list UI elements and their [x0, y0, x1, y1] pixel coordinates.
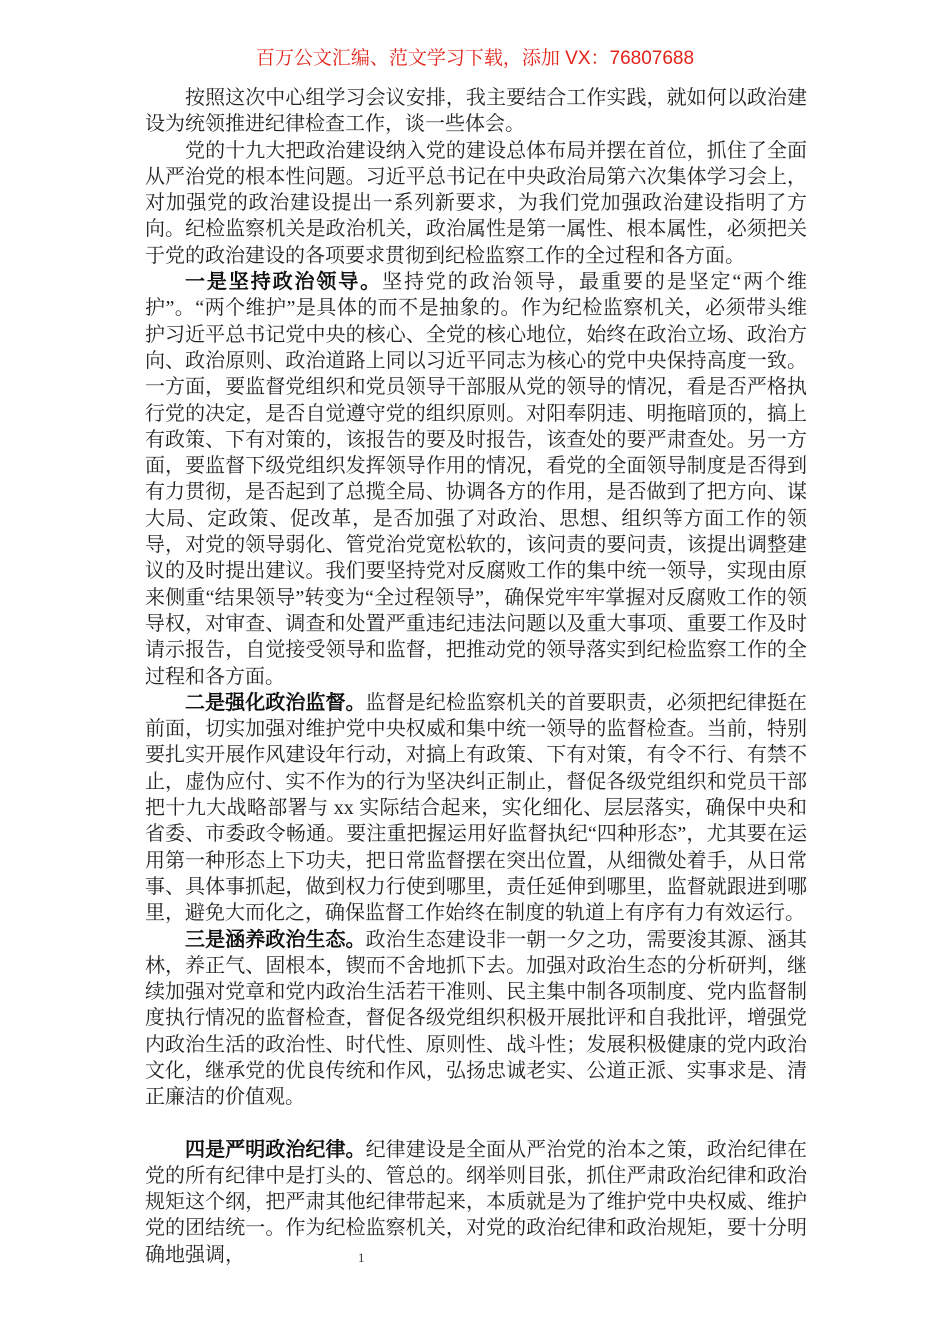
- paragraph-heading: 三是涵养政治生态。: [185, 928, 366, 951]
- paragraph-intro: [145, 85, 807, 138]
- paragraph-text: 党的十九大把政治建设纳入党的建设总体布局并摆在首位，抓住了全面从严治党的根本性问题。习近平总书记在中央政治局第六次集体学习会上，对加强党的政治建设提出一系列新要求，为我们党加强政治建设指明了方向。纪检监察机关是政治机关，政治属性是第一属性、根本属性，必须把关于党的政治建设的各项要求贯彻到纪检监察工作的全过程和各方面。: [145, 139, 807, 267]
- paragraph-point-1: [145, 269, 807, 690]
- page-number: 1: [358, 1250, 365, 1265]
- paragraph-text: 政治生态建设非一朝一夕之功，需要浚其源、涵其林，养正气、固根本，锲而不舍地抓下去。加强对政治生态的分析研判，继续加强对党章和党内政治生活若干准则、民主集中制各项制度、党内监督制度执行情况的监督检查，督促各级党组织积极开展批评和自我批评，增强党内政治生活的政治性、时代性、原则性、战斗性；发展积极健康的党内政治文化，继承党的优良传统和作风，弘扬忠诚老实、公道正派、实事求是、清正廉洁的价值观。: [145, 928, 808, 1109]
- paragraph-heading: 二是强化政治监督。: [185, 691, 366, 714]
- paragraph-heading: 一是坚持政治领导。: [185, 271, 383, 294]
- paragraph-text: 按照这次中心组学习会议安排，我主要结合工作实践，就如何以政治建设为统领推进纪律检查工作，谈一些体会。: [145, 87, 807, 136]
- watermark-banner: 百万公文汇编、范文学习下载，添加 VX：76807688: [255, 48, 695, 69]
- paragraph-point-3: [145, 927, 807, 1111]
- paragraph-text: 坚持党的政治领导，最重要的是坚定“两个维护”。“两个维护”是具体的而不是抽象的。作为纪检监察机关，必须带头维护习近平总书记党中央的核心、全党的核心地位，始终在政治立场、政治方向、政治原则、政治道路上同以习近平同志为核心的党中央保持高度一致。一方面，要监督党组织和党员领导干部服从党的领导的情况，看是否严格执行党的决定，是否自觉遵守党的组织原则。对阳奉阴违、明拖暗顶的，搞上有政策、下有对策的，该报告的要及时报告，该查处的要严肃查处。另一方面，要监督下级党组织发挥领导作用的情况，看党的全面领导制度是否得到有力贯彻，是否起到了总揽全局、协调各方的作用，是否做到了把方向、谋大局、定政策、促改革，是否加强了对政治、思想、组织等方面工作的领导，对党的领导弱化、管党治党宽松软的，该问责的要问责，该提出调整建议的及时提出建议。我们要坚持党对反腐败工作的集中统一领导，实现由原来侧重“结果领导”转变为“全过程领导”，确保党牢牢掌握对反腐败工作的领导权，对审查、调查和处置严重违纪违法问题以及重大事项、重要工作及时请示报告，自觉接受领导和监督，把推动党的领导落实到纪检监察工作的全过程和各方面。: [145, 271, 807, 688]
- paragraph-point-4: [145, 1137, 807, 1268]
- paragraph-text: 监督是纪检监察机关的首要职责，必须把纪律挺在前面，切实加强对维护党中央权威和集中统一领导的监督检查。当前，特别要扎实开展作风建设年行动，对搞上有政策、下有对策，有令不行、有禁不止，虚伪应付、实不作为的行为坚决纠正制止，督促各级党组织和党员干部把十九大战略部署与 xx 实际结合起来，实化细化、层层落实，确保中央和省委、市委政令畅通。要注重把握运用好监督执纪“四种形态”，尤其要在运用第一种形态上下功夫，把日常监督摆在突出位置，从细微处着手，从日常事、具体事抓起，做到权力行使到哪里，责任延伸到哪里，监督就跟进到哪里，避免大而化之，确保监督工作始终在制度的轨道上有序有力有效运行。: [145, 691, 808, 925]
- paragraph-text: 纪律建设是全面从严治党的治本之策，政治纪律在党的所有纪律中是打头的、管总的。纲举则目张，抓住严肃政治纪律和政治规矩这个纲，把严肃其他纪律带起来，本质就是为了维护党中央权威、维护党的团结统一。作为纪检监察机关，对党的政治纪律和政治规矩，要十分明确地强调，: [145, 1138, 808, 1266]
- document-body: [145, 85, 807, 1268]
- paragraph-background: [145, 138, 807, 269]
- paragraph-point-2: [145, 690, 807, 927]
- paragraph-heading: 四是严明政治纪律。: [185, 1138, 366, 1161]
